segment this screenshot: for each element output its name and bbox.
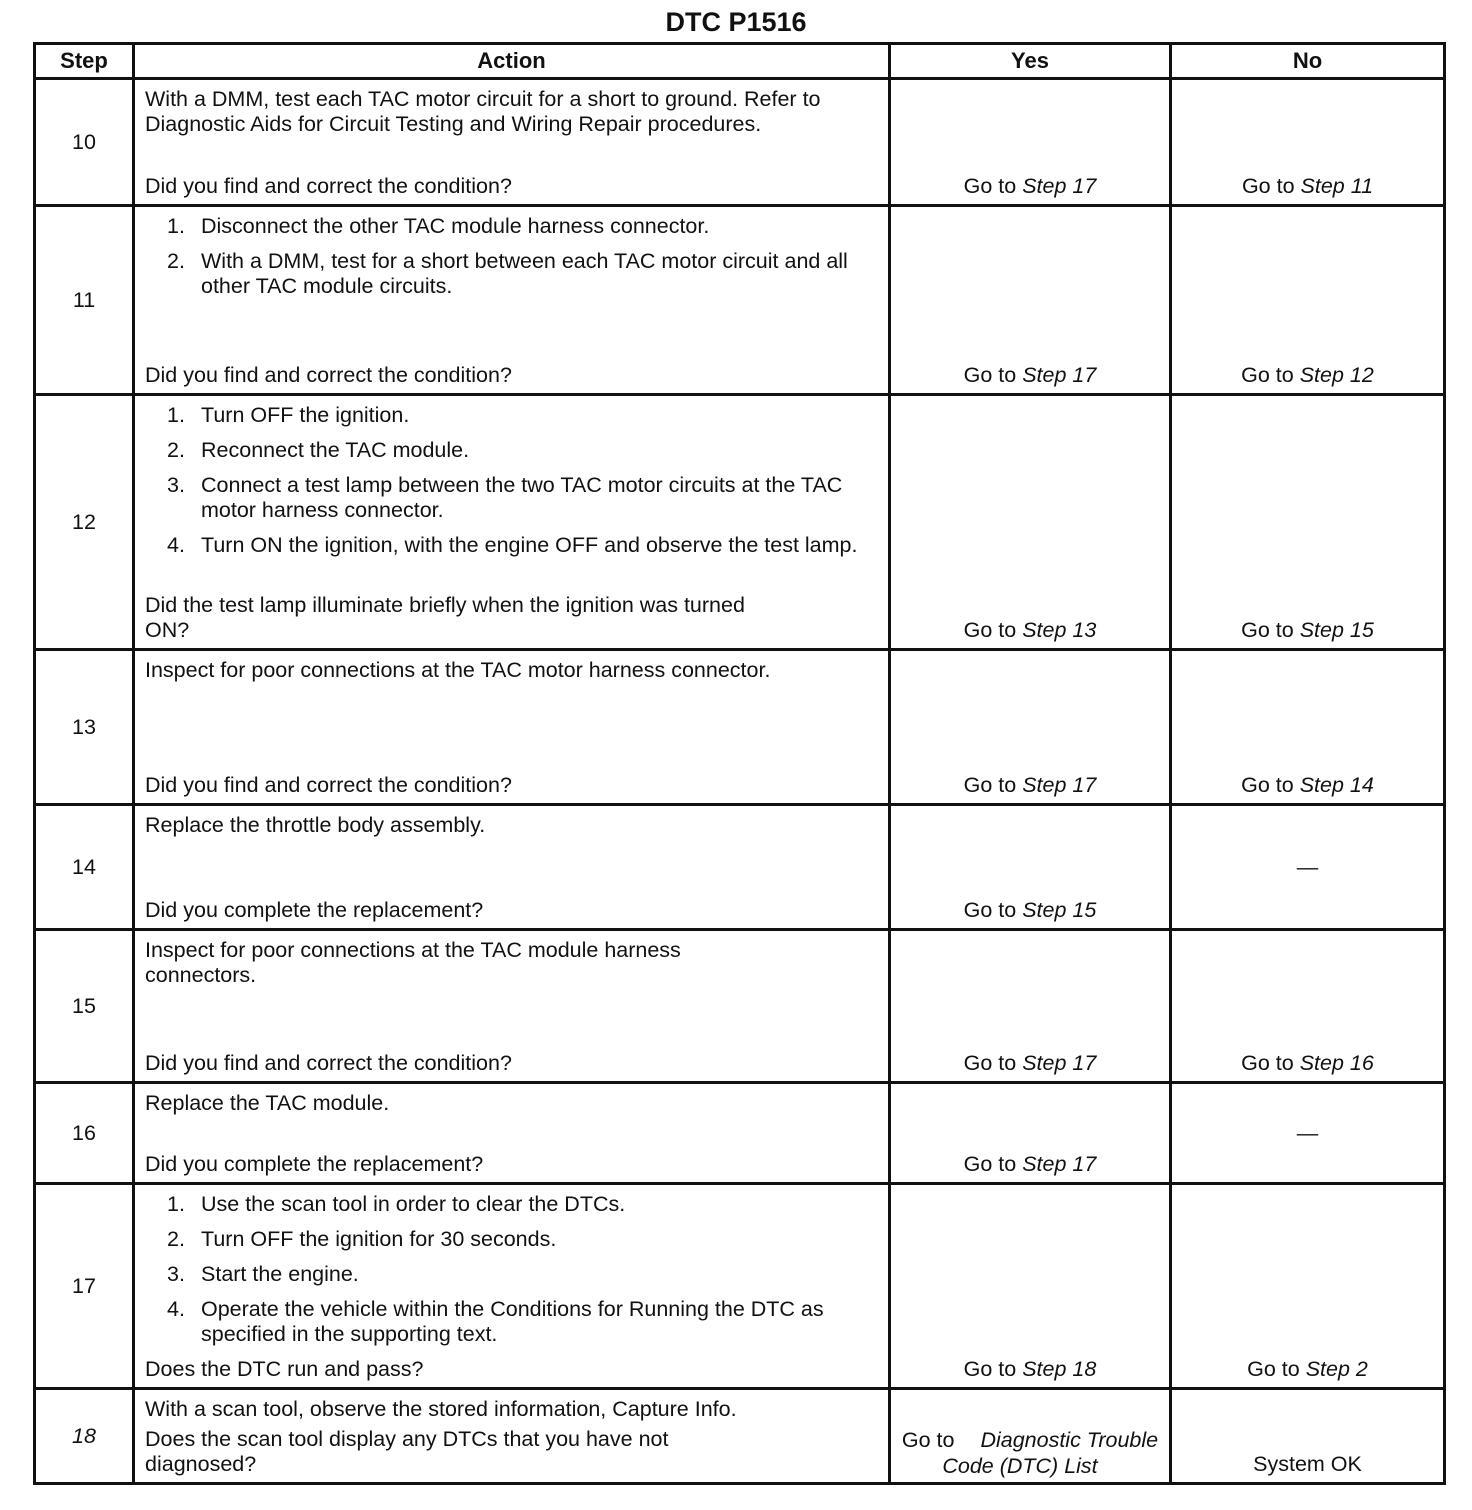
action-cell xyxy=(134,79,890,206)
list-item: 2. With a DMM, test for a short between each TAC motor circuit and all other TAC module circuits. xyxy=(167,249,848,298)
step-number: 16 xyxy=(35,1083,134,1184)
question-text: Did the test lamp illuminate briefly when the ignition was turned ON? xyxy=(145,593,745,642)
header-step: Step xyxy=(35,44,134,79)
go-to-label: Go to xyxy=(963,174,1017,198)
action-text: Replace the TAC module. xyxy=(145,1091,390,1115)
step-number: 14 xyxy=(35,805,134,930)
table-row xyxy=(35,206,1445,395)
go-to-label: Go to xyxy=(1241,363,1294,387)
dtc-list-link[interactable]: Diagnostic Trouble Code (DTC) List xyxy=(942,1428,1159,1478)
no-cell xyxy=(1171,1083,1445,1184)
go-to-label: Go to xyxy=(1241,174,1295,198)
list-item: 1. Disconnect the other TAC module harness connector. xyxy=(167,214,710,238)
step-number: 15 xyxy=(35,930,134,1083)
go-to-label: Go to xyxy=(963,1152,1017,1176)
yes-step-link[interactable]: Step 17 xyxy=(1022,363,1097,387)
action-steps-list xyxy=(145,403,878,558)
step-number: 17 xyxy=(35,1184,134,1389)
table-row xyxy=(35,395,1445,650)
no-step-link[interactable]: Step 16 xyxy=(1299,1051,1374,1075)
action-cell xyxy=(134,805,890,930)
list-item: 4. Turn ON the ignition, with the engine OFF and observe the test lamp. xyxy=(167,533,858,557)
question-text: Did you find and correct the condition? xyxy=(145,773,512,797)
no-step-link[interactable]: Step 11 xyxy=(1300,174,1374,198)
yes-cell xyxy=(890,930,1171,1083)
yes-cell xyxy=(890,79,1171,206)
question-text: Did you complete the replacement? xyxy=(145,898,484,922)
table-row xyxy=(35,805,1445,930)
yes-cell xyxy=(890,395,1171,650)
no-action-dash: — xyxy=(1296,1120,1319,1145)
action-text: With a DMM, test each TAC motor circuit for a short to ground. Refer to Diagnostic Aids for Circuit Testing and Wiring Repair procedures. xyxy=(145,87,821,136)
action-text: Inspect for poor connections at the TAC motor harness connector. xyxy=(145,658,771,682)
go-to-label: Go to xyxy=(1247,1357,1300,1381)
list-item: 2. Turn OFF the ignition for 30 seconds. xyxy=(167,1227,557,1251)
table-row xyxy=(35,1083,1445,1184)
no-action-dash: — xyxy=(1296,854,1319,879)
yes-cell xyxy=(890,650,1171,805)
yes-cell xyxy=(890,1184,1171,1389)
action-text: Replace the throttle body assembly. xyxy=(145,813,486,837)
table-row xyxy=(35,79,1445,206)
step-number: 11 xyxy=(35,206,134,395)
action-cell xyxy=(134,1083,890,1184)
yes-step-link[interactable]: Step 17 xyxy=(1022,1051,1097,1075)
yes-cell xyxy=(890,805,1171,930)
action-cell xyxy=(134,395,890,650)
list-item: 4. Operate the vehicle within the Conditions for Running the DTC as specified in the supporting text. xyxy=(167,1297,824,1346)
question-text: Does the DTC run and pass? xyxy=(145,1357,424,1381)
go-to-label: Go to xyxy=(901,1428,955,1452)
no-step-link[interactable]: Step 12 xyxy=(1299,363,1374,387)
no-cell xyxy=(1171,805,1445,930)
no-step-link[interactable]: Step 15 xyxy=(1299,618,1374,642)
action-cell xyxy=(134,1184,890,1389)
yes-cell xyxy=(890,206,1171,395)
action-steps-list xyxy=(145,1192,878,1347)
question-text: Did you find and correct the condition? xyxy=(145,1051,512,1075)
diagnostic-table xyxy=(33,42,1446,1485)
go-to-label: Go to xyxy=(963,773,1017,797)
system-ok-text: System OK xyxy=(1253,1452,1362,1476)
yes-cell xyxy=(890,1389,1171,1484)
go-to-label: Go to xyxy=(963,618,1017,642)
action-cell xyxy=(134,206,890,395)
step-number: 12 xyxy=(35,395,134,650)
no-cell xyxy=(1171,206,1445,395)
header-row xyxy=(35,44,1445,79)
question-text: Did you complete the replacement? xyxy=(145,1152,484,1176)
list-item: 1. Turn OFF the ignition. xyxy=(167,403,410,427)
action-text: With a scan tool, observe the stored information, Capture Info. xyxy=(145,1397,737,1421)
no-step-link[interactable]: Step 14 xyxy=(1299,773,1374,797)
question-text: Did you find and correct the condition? xyxy=(145,363,512,387)
no-cell xyxy=(1171,930,1445,1083)
no-cell xyxy=(1171,79,1445,206)
action-text: Inspect for poor connections at the TAC module harness connectors. xyxy=(145,938,681,987)
go-to-label: Go to xyxy=(1241,618,1294,642)
yes-step-link[interactable]: Step 17 xyxy=(1022,174,1097,198)
go-to-label: Go to xyxy=(963,363,1017,387)
header-action: Action xyxy=(134,44,890,79)
go-to-label: Go to xyxy=(1241,773,1294,797)
no-step-link[interactable]: Step 2 xyxy=(1305,1357,1368,1381)
yes-step-link[interactable]: Step 17 xyxy=(1022,1152,1097,1176)
go-to-label: Go to xyxy=(963,1357,1017,1381)
table-row xyxy=(35,930,1445,1083)
action-cell xyxy=(134,650,890,805)
step-number: 18 xyxy=(35,1389,134,1484)
go-to-label: Go to xyxy=(963,898,1017,922)
action-cell xyxy=(134,1389,890,1484)
go-to-label: Go to xyxy=(963,1051,1017,1075)
action-steps-list xyxy=(145,214,878,309)
yes-step-link[interactable]: Step 13 xyxy=(1022,618,1097,642)
yes-step-link[interactable]: Step 18 xyxy=(1022,1357,1097,1381)
yes-step-link[interactable]: Step 17 xyxy=(1022,773,1097,797)
list-item: 3. Start the engine. xyxy=(167,1262,359,1286)
header-yes: Yes xyxy=(890,44,1171,79)
go-to-label: Go to xyxy=(1241,1051,1294,1075)
list-item: 1. Use the scan tool in order to clear the DTCs. xyxy=(167,1192,626,1216)
question-text: Did you find and correct the condition? xyxy=(145,174,512,198)
list-item: 2. Reconnect the TAC module. xyxy=(167,438,470,462)
step-number: 13 xyxy=(35,650,134,805)
table-row xyxy=(35,650,1445,805)
header-no: No xyxy=(1171,44,1445,79)
question-text: Does the scan tool display any DTCs that you have not diagnosed? xyxy=(145,1427,669,1476)
yes-cell xyxy=(890,1083,1171,1184)
no-cell xyxy=(1171,1389,1445,1484)
action-cell xyxy=(134,930,890,1083)
table-row xyxy=(35,1184,1445,1389)
no-cell xyxy=(1171,650,1445,805)
step-number: 10 xyxy=(35,79,134,206)
no-cell xyxy=(1171,395,1445,650)
yes-step-link[interactable]: Step 15 xyxy=(1022,898,1097,922)
table-row xyxy=(35,1389,1445,1484)
page-title: DTC P1516 xyxy=(665,7,807,37)
list-item: 3. Connect a test lamp between the two TAC motor circuits at the TAC motor harness connector. xyxy=(167,473,843,522)
no-cell xyxy=(1171,1184,1445,1389)
